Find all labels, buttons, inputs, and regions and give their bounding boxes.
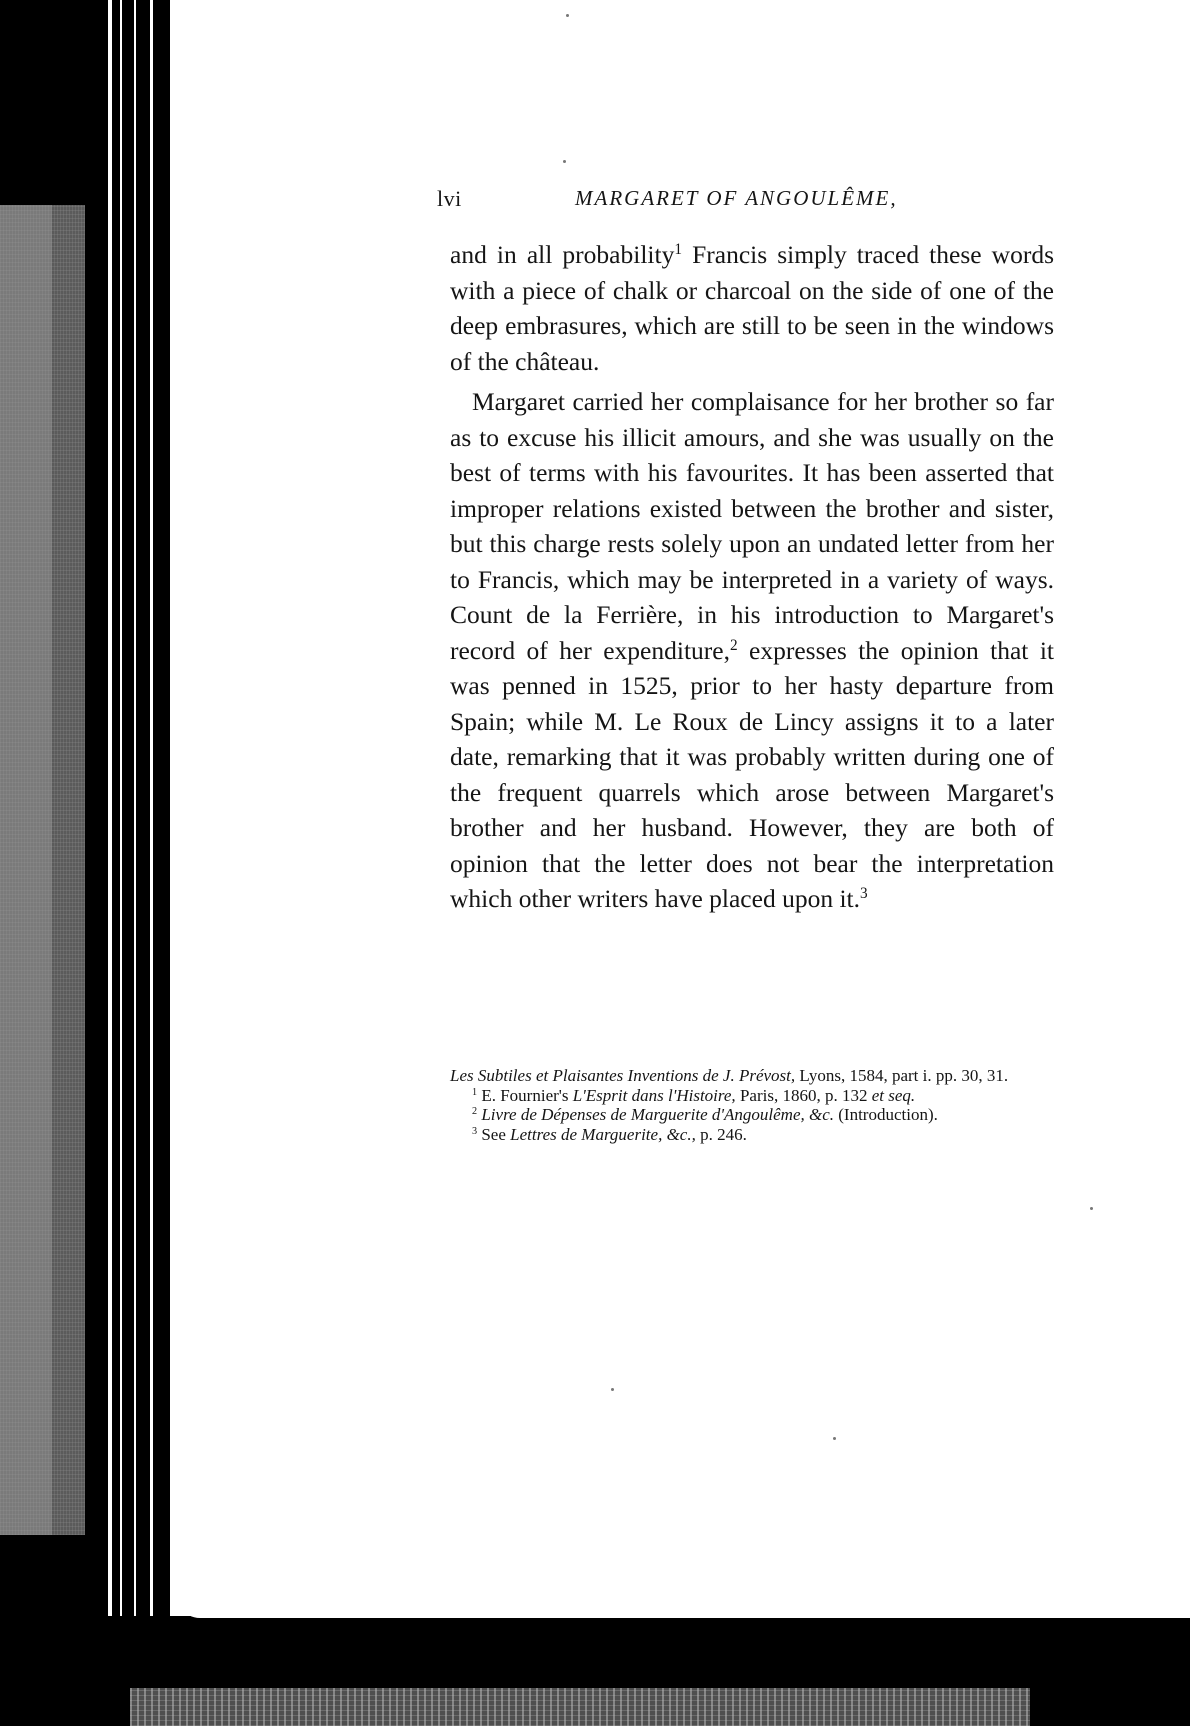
footnote-continued-rest: Lyons, 1584, part i. pp. 30, 31.: [795, 1066, 1009, 1085]
footnote-3-title: Lettres de Marguerite, &c.,: [510, 1124, 696, 1144]
footnote-2-number: 2: [472, 1105, 478, 1117]
spine-texture-edge: [0, 205, 52, 1535]
paragraph-1: [450, 237, 1054, 379]
paragraph-1-text-a: and in all probability: [450, 240, 675, 269]
footnote-continued-title: Les Subtiles et Plaisantes Inventions de J. Prévost,: [450, 1066, 796, 1085]
footnote-ref-3: 3: [860, 884, 868, 902]
scan-speck: [611, 1388, 614, 1391]
footnote-ref-2: 2: [729, 636, 738, 654]
footnote-3: [450, 1125, 1054, 1145]
scan-speck: [833, 1437, 836, 1440]
page-number: lvi: [437, 186, 462, 211]
footnote-3-number: 3: [472, 1125, 478, 1137]
footnote-1: [450, 1086, 1054, 1106]
scan-speck: [563, 160, 566, 163]
scan-speck: [566, 14, 569, 17]
paragraph-2: [450, 384, 1054, 917]
scan-speck: [1090, 1207, 1093, 1210]
paragraph-1-text-b: Francis simply traced these words with a piece of chalk or charcoal on the side of one of the deep embrasures, which are still to be seen in the windows of the château.: [450, 240, 1054, 376]
paragraph-2-text-b: expresses the opinion that it was penned in 1525, prior to her hasty departure from Spain; while M. Le Roux de Lincy assigns it to a later date, remarking that it was probably written during one of the frequent quarrels which arose between Margaret's brother and her husband. However, they are both of opinion that the letter does not bear the interpretation which other writers have placed upon it.: [450, 635, 1054, 913]
footnote-1-tail: et seq.: [871, 1085, 916, 1105]
footnote-1-number: 1: [472, 1086, 478, 1098]
running-header: [437, 186, 1057, 220]
footnote-3-before: See: [477, 1124, 511, 1144]
footnote-1-author: E. Fournier's: [477, 1085, 573, 1105]
footnote-ref-1: 1: [674, 240, 682, 258]
footnote-3-rest: p. 246.: [695, 1124, 747, 1144]
footnote-continued: [450, 1066, 1054, 1086]
page-bottom-margin: [170, 1560, 1190, 1618]
footnote-2-rest: (Introduction).: [834, 1105, 938, 1124]
footnote-2: [450, 1105, 1054, 1125]
paragraph-2-text-a: Margaret carried her complaisance for her brother so far as to excuse his illicit amours, and she was usually on the best of terms with his favourites. It has been asserted that improper relations existed between the brother and sister, but this charge rests solely upon an undated letter from her to Francis, which may be interpreted in a variety of ways. Count de la Ferrière, in his introduction to Margaret's record of her expenditure,: [450, 387, 1054, 665]
footnote-1-rest: Paris, 1860, p. 132: [735, 1085, 872, 1105]
footnote-1-title: L'Esprit dans l'Histoire,: [572, 1085, 736, 1105]
main-text: [450, 237, 1054, 917]
footnotes: [450, 1066, 1054, 1144]
footnote-2-title: Livre de Dépenses de Marguerite d'Angoulême, &c.: [481, 1105, 835, 1124]
bottom-edge-texture: [130, 1688, 1030, 1726]
running-title: MARGARET OF ANGOULÊME,: [575, 186, 898, 210]
